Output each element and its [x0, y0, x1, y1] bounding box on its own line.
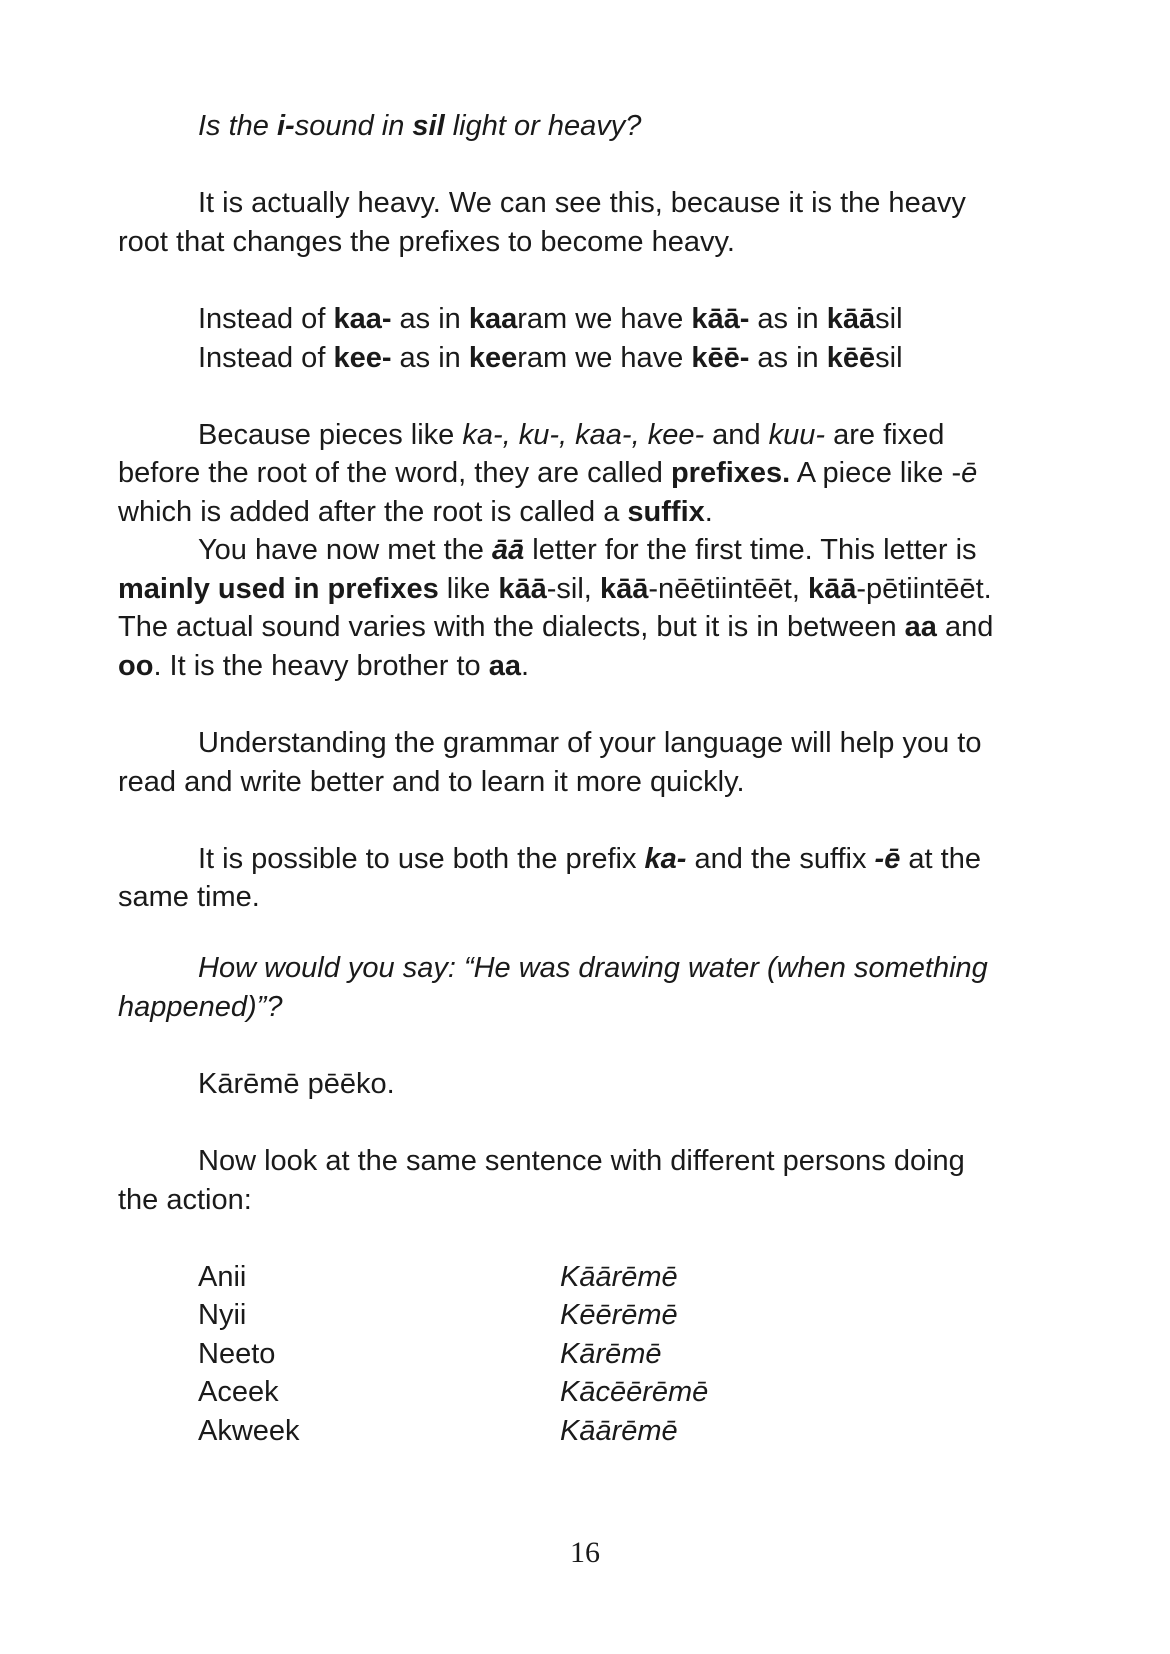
question2-line1 [198, 948, 988, 988]
para3-l2-t2: like [438, 573, 499, 605]
instead2-t8: kēē [826, 342, 876, 374]
para3-line2 [118, 569, 992, 609]
para2-line1 [198, 415, 944, 455]
question2-l2-text: happened)”? [118, 991, 283, 1023]
instead1-t1: Instead of [198, 303, 334, 335]
person-cell: Anii [198, 1261, 247, 1293]
instead2-t9: sil [875, 342, 903, 374]
form-cell [560, 1257, 678, 1297]
para3-l1-t1: You have now met the [198, 534, 492, 566]
para5-l1-t3: and the suffix [686, 843, 875, 875]
para3-l2-t1: mainly used in prefixes [118, 573, 439, 605]
instead1-t2: kaa- [333, 303, 392, 335]
para2-l2-t2: prefixes. [670, 457, 791, 489]
para4-line2: read and write better and to learn it more quickly. [118, 766, 745, 798]
para1-line1: It is actually heavy. We can see this, because it is the heavy [198, 187, 966, 219]
question2-line2 [118, 987, 282, 1027]
para2-l1-t5: are fixed [825, 419, 945, 451]
instead1-t3: as in [391, 303, 469, 335]
para5-line2: same time. [118, 881, 260, 913]
para6-line2: the action: [118, 1184, 252, 1216]
para1-line2: root that changes the prefixes to become heavy. [118, 226, 735, 258]
form-text: Kāārēmē [560, 1415, 678, 1447]
form-text: Kārēmē [560, 1338, 662, 1370]
para3-l2-t4: -sil, [546, 573, 600, 605]
instead1-t9: sil [875, 303, 903, 335]
para3-l2-t7: kāā [807, 573, 857, 605]
instead2-t1: Instead of [198, 342, 334, 374]
para4-line1: Understanding the grammar of your language will help you to [198, 727, 982, 759]
para5-l1-t1: It is possible to use both the prefix [198, 843, 645, 875]
para6-line1: Now look at the same sentence with different persons doing [198, 1145, 965, 1177]
para3-l4-t3: aa [488, 650, 521, 682]
instead1-t4: kaa [468, 303, 518, 335]
question-sil [198, 106, 641, 146]
para3-line1 [198, 530, 977, 570]
para2-l3-t3: . [704, 496, 713, 528]
para3-l2-t6: -nēētiintēēt, [648, 573, 808, 605]
para2-l2-t3: A piece like - [790, 457, 962, 489]
para3-l4-t2: . It is the heavy brother to [153, 650, 489, 682]
para2-line2 [118, 453, 977, 493]
q1-bold-sil: sil [412, 110, 445, 142]
instead1-t6: kāā- [691, 303, 750, 335]
para2-l2-t4: ē [961, 457, 978, 489]
instead-kaa-line [198, 299, 903, 339]
para3-l1-t2: āā [491, 534, 525, 566]
form-cell [560, 1411, 678, 1451]
instead2-t5: ram we have [517, 342, 692, 374]
para3-l3-t1: The actual sound varies with the dialects, but it is in between [118, 611, 905, 643]
person-cell: Aceek [198, 1376, 279, 1408]
para3-l4-t4: . [521, 650, 530, 682]
form-text: Kācēērēmē [560, 1376, 709, 1408]
form-text: Kēērēmē [560, 1299, 678, 1331]
para2-l1-t4: kuu- [768, 419, 826, 451]
question2-l1-text: How would you say: “He was drawing water (when something [198, 952, 988, 984]
instead2-t7: as in [749, 342, 827, 374]
instead2-t2: kee- [333, 342, 392, 374]
para2-l3-t2: suffix [627, 496, 705, 528]
para3-l3-t2: aa [904, 611, 937, 643]
para3-line4 [118, 646, 529, 686]
person-cell: Akweek [198, 1415, 300, 1447]
para3-l2-t5: kāā [599, 573, 649, 605]
para3-l2-t8: -pētiintēēt. [856, 573, 992, 605]
form-cell [560, 1334, 662, 1374]
q1-text-b: sound in [294, 110, 413, 142]
para2-l1-t3: and [704, 419, 769, 451]
instead2-t6: kēē- [691, 342, 750, 374]
answer-line: Kārēmē pēēko. [198, 1068, 395, 1100]
para2-l1-t2: ka-, ku-, kaa-, kee- [462, 419, 705, 451]
para2-l3-t1: which is added after the root is called a [118, 496, 628, 528]
instead1-t7: as in [749, 303, 827, 335]
instead-kee-line [198, 338, 903, 378]
instead1-t8: kāā [826, 303, 876, 335]
instead2-t3: as in [391, 342, 469, 374]
q1-text-a: Is the [198, 110, 277, 142]
para5-l1-t4: -ē [874, 843, 901, 875]
para3-l3-t3: and [936, 611, 994, 643]
para3-l2-t3: kāā [498, 573, 547, 605]
q1-bold-i: i- [277, 110, 295, 142]
form-cell [560, 1295, 678, 1335]
para3-l1-t3: letter for the first time. This letter is [524, 534, 977, 566]
para5-l1-t5: at the [900, 843, 981, 875]
para5-l1-t2: ka- [644, 843, 687, 875]
person-cell: Nyii [198, 1299, 247, 1331]
para3-line3 [118, 607, 993, 647]
para2-l1-t1: Because pieces like [198, 419, 463, 451]
para2-line3 [118, 492, 713, 532]
para2-l2-t1: before the root of the word, they are called [118, 457, 671, 489]
person-cell: Neeto [198, 1338, 276, 1370]
q1-text-c: light or heavy? [444, 110, 642, 142]
para3-l4-t1: oo [118, 650, 154, 682]
form-text: Kāārēmē [560, 1261, 678, 1293]
page-number: 16 [570, 1536, 600, 1569]
instead2-t4: kee [468, 342, 518, 374]
para5-line1 [198, 839, 981, 879]
instead1-t5: ram we have [517, 303, 692, 335]
form-cell [560, 1372, 708, 1412]
